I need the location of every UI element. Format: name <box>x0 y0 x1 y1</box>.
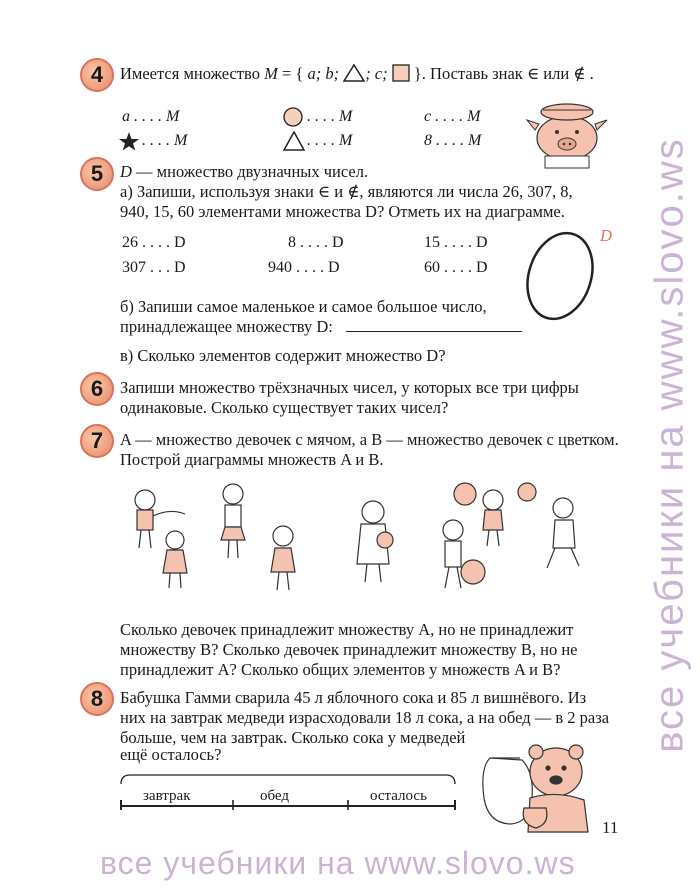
segment-label-remaining: осталось <box>370 788 427 804</box>
task5-item-8: 8 . . . . D <box>288 234 344 251</box>
segment-label-breakfast: завтрак <box>143 788 191 804</box>
triangle-icon <box>343 64 365 82</box>
side-watermark: все учебники на www.slovo.ws <box>647 137 692 753</box>
task7-question-line1: Сколько девочек принадлежит множеству A, но не принадлежит <box>120 620 574 639</box>
task4-row2-right: 8 . . . . M <box>424 132 482 149</box>
girls-illustration <box>115 478 595 608</box>
task6-line1: Запиши множество трёхзначных чисел, у которых все три цифры <box>120 378 579 397</box>
task4-row1-left: a . . . . M <box>122 108 180 125</box>
star-icon <box>118 131 140 151</box>
set-d-diagram <box>518 224 608 324</box>
task-number-8: 8 <box>80 682 114 716</box>
segment-label-lunch: обед <box>260 788 290 804</box>
task5-b-line1: б) Запиши самое маленькое и самое большое число, <box>120 297 487 316</box>
page-number: 11 <box>602 818 619 837</box>
task5-item-26: 26 . . . . D <box>122 234 186 251</box>
task8-line2: них на завтрак медведи израсходовали 18 л сока, а на обед — в 2 раза <box>120 708 610 727</box>
task8-line1: Бабушка Гамми сварила 45 л яблочного сока и 85 л вишнёвого. Из <box>120 688 587 707</box>
task4-statement: Имеется множество M = { a; b; ; c; }. Поставь знак ∈ или ∉ . <box>120 64 594 83</box>
set-d-label: D <box>600 226 612 245</box>
bear-illustration <box>470 728 595 833</box>
task5-item-15: 15 . . . . D <box>424 234 488 251</box>
circle-icon <box>283 107 303 127</box>
task7-question-line2: множеству B? Сколько девочек принадлежит множеству B, но не <box>120 640 578 659</box>
task8-line4: ещё осталось? <box>120 745 222 764</box>
answer-blank[interactable] <box>346 331 522 332</box>
square-icon <box>392 64 410 82</box>
bottom-watermark: все учебники на www.slovo.ws <box>100 845 576 881</box>
task-number-6: 6 <box>80 372 114 406</box>
triangle-icon <box>283 131 305 151</box>
task4-row1-mid: . . . . M <box>307 108 353 125</box>
task5-item-307: 307 . . . D <box>122 259 186 276</box>
task5-a-line1: а) Запиши, используя знаки ∈ и ∉, являются ли числа 26, 307, 8, <box>120 182 573 201</box>
task5-item-60: 60 . . . . D <box>424 259 488 276</box>
task5-intro: D — множество двузначных чисел. <box>120 162 369 181</box>
task4-row2-left: . . . . M <box>142 132 188 149</box>
task8-line3: больше, чем на завтрак. Сколько сока у медведей <box>120 728 466 747</box>
task-number-4: 4 <box>80 58 114 92</box>
task5-b-line2: принадлежащее множеству D: <box>120 317 333 336</box>
task7-line2: Построй диаграммы множеств A и B. <box>120 450 384 469</box>
pig-illustration <box>525 90 610 170</box>
task-number-5: 5 <box>80 157 114 191</box>
task7-question-line3: принадлежит A? Сколько общих элементов у множеств A и B? <box>120 660 561 679</box>
task6-line2: одинаковые. Сколько существует таких чисел? <box>120 398 449 417</box>
task5-a-line2: 940, 15, 60 элементами множества D? Отметь их на диаграмме. <box>120 202 565 221</box>
task4-row2-mid: . . . . M <box>307 132 353 149</box>
task-number-7: 7 <box>80 424 114 458</box>
task5-c-line: в) Сколько элементов содержит множество D? <box>120 346 446 365</box>
task5-item-940: 940 . . . . D <box>268 259 340 276</box>
task4-row1-right: c . . . . M <box>424 108 481 125</box>
task7-line1: A — множество девочек с мячом, а B — множество девочек с цветком. <box>120 430 619 449</box>
